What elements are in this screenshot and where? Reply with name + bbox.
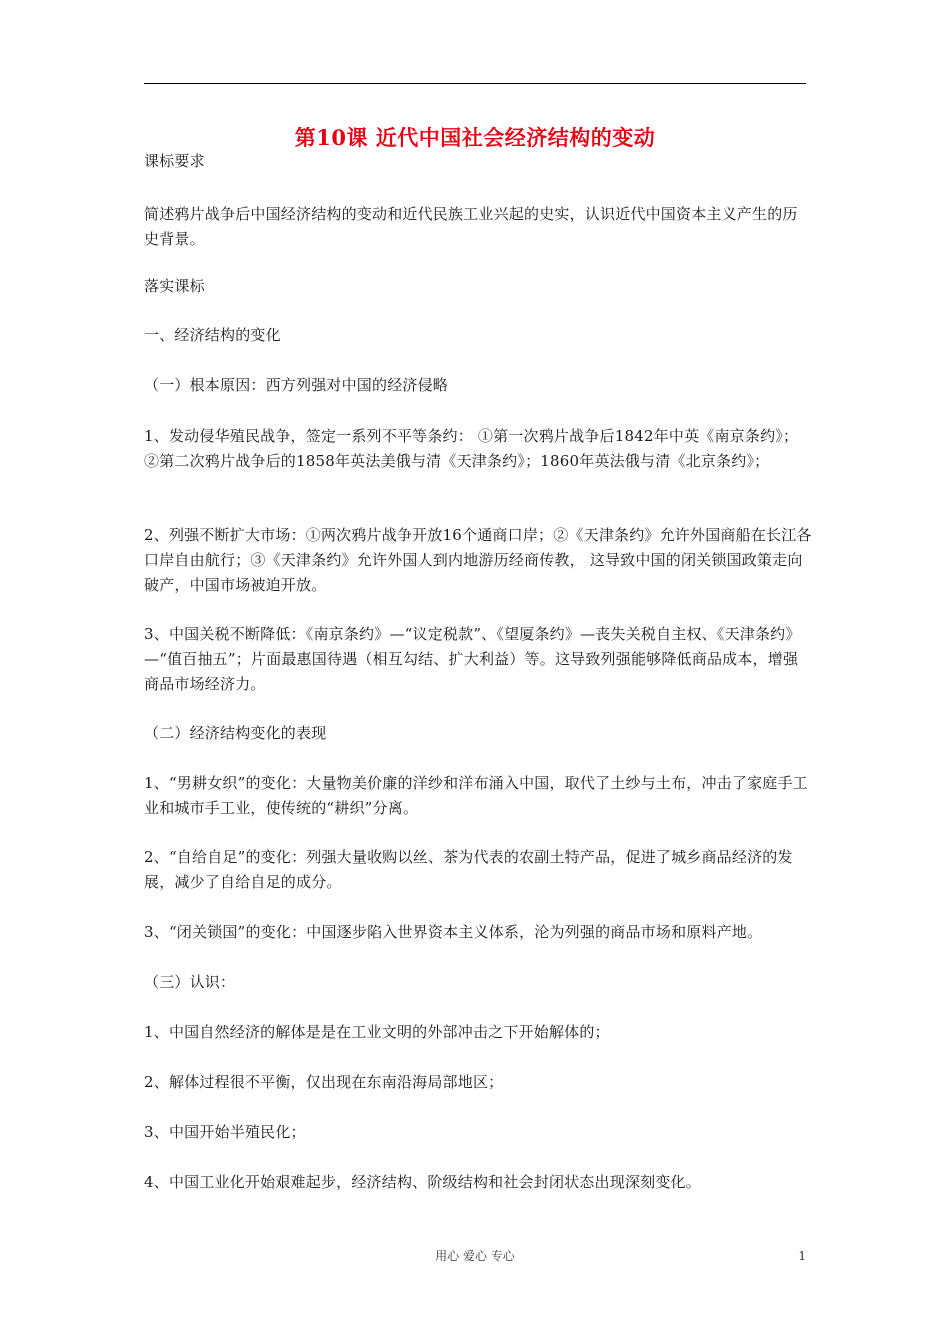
section-heading-curriculum-requirements: 课标要求 xyxy=(144,152,205,170)
section-heading-implementation: 落实课标 xyxy=(144,277,205,295)
header-rule xyxy=(144,83,806,84)
paragraph-closed-door-change: 3、“闭关锁国”的变化：中国逐步陷入世界资本主义体系，沦为列强的商品市场和原料产地。 xyxy=(144,923,763,941)
page-title: 第10课 近代中国社会经济结构的变动 xyxy=(294,125,656,150)
subheading-manifestations: （二）经济结构变化的表现 xyxy=(144,724,327,742)
list-item-understanding-2: 2、解体过程很不平衡，仅出现在东南沿海局部地区； xyxy=(144,1073,504,1091)
list-item-understanding-4: 4、中国工业化开始艰难起步，经济结构、阶级结构和社会封闭状态出现深刻变化。 xyxy=(144,1173,701,1191)
paragraph-tariff-reduction: 3、中国关税不断降低：《南京条约》—“议定税款”、《望厦条约》—丧失关税自主权、《天津条约》—“值百抽五”；片面最惠国待遇（相互勾结、扩大利益）等。这导致列强能够降低商品成本，增强商品市场经济力。 xyxy=(144,625,801,693)
paragraph-farming-weaving-change: 1、“男耕女织”的变化：大量物美价廉的洋纱和洋布涌入中国，取代了土纱与土布，冲击了家庭手工业和城市手工业，使传统的“耕织”分离。 xyxy=(144,774,808,817)
heading-economic-structure-change: 一、经济结构的变化 xyxy=(144,326,281,344)
subheading-understanding: （三）认识： xyxy=(144,973,236,991)
subheading-root-cause: （一）根本原因：西方列强对中国的经济侵略 xyxy=(144,376,449,394)
footer-text: 用心 爱心 专心 xyxy=(435,1249,515,1263)
list-item-understanding-1: 1、中国自然经济的解体是是在工业文明的外部冲击之下开始解体的； xyxy=(144,1023,610,1041)
paragraph-unequal-treaties: 1、发动侵华殖民战争，签定一系列不平等条约： ①第一次鸦片战争后1842年中英《南京条约》；②第二次鸦片战争后的1858年英法美俄与清《天津条约》；1860年英法俄与清《北京条约》； xyxy=(144,427,799,470)
page-number: 1 xyxy=(798,1249,806,1263)
paragraph-market-expansion: 2、列强不断扩大市场：①两次鸦片战争开放16个通商口岸；②《天津条约》允许外国商船在长江各口岸自由航行；③《天津条约》允许外国人到内地游历经商传教， 这导致中国的闭关锁国政策走向破产，中国市场被迫开放。 xyxy=(144,526,812,594)
paragraph-curriculum-summary: 简述鸦片战争后中国经济结构的变动和近代民族工业兴起的史实，认识近代中国资本主义产生的历史背景。 xyxy=(144,205,798,248)
paragraph-self-sufficiency-change: 2、“自给自足”的变化：列强大量收购以丝、茶为代表的农副土特产品，促进了城乡商品经济的发展，减少了自给自足的成分。 xyxy=(144,848,793,891)
list-item-understanding-3: 3、中国开始半殖民化； xyxy=(144,1123,306,1141)
